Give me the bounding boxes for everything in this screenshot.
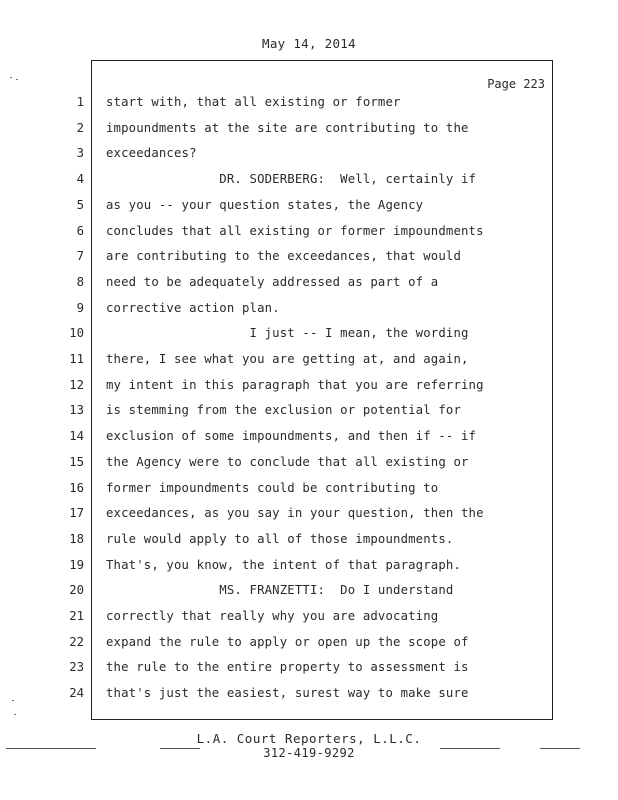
line-text: That's, you know, the intent of that paragraph. bbox=[106, 558, 462, 572]
scan-artifact-dot bbox=[14, 714, 16, 715]
line-number: 3 bbox=[76, 146, 84, 160]
line-number: 9 bbox=[76, 301, 84, 315]
line-text: is stemming from the exclusion or potential for bbox=[106, 403, 462, 417]
line-number: 1 bbox=[76, 95, 84, 109]
line-number: 11 bbox=[69, 352, 84, 366]
line-text: exclusion of some impoundments, and then if -- if bbox=[106, 429, 477, 443]
line-text: the rule to the entire property to assessment is bbox=[106, 660, 469, 674]
line-number: 7 bbox=[76, 249, 84, 263]
line-text: rule would apply to all of those impoundments. bbox=[106, 532, 454, 546]
line-number: 2 bbox=[76, 121, 84, 135]
line-number: 13 bbox=[69, 403, 84, 417]
line-number: 10 bbox=[69, 326, 84, 340]
line-text: former impoundments could be contributing to bbox=[106, 481, 439, 495]
line-text: corrective action plan. bbox=[106, 301, 280, 315]
line-number: 23 bbox=[69, 660, 84, 674]
footer-company: L.A. Court Reporters, L.L.C. bbox=[196, 731, 422, 746]
line-text: need to be adequately addressed as part of a bbox=[106, 275, 439, 289]
line-number: 5 bbox=[76, 198, 84, 212]
line-number: 17 bbox=[69, 506, 84, 520]
line-text: exceedances, as you say in your question, then the bbox=[106, 506, 484, 520]
line-number: 12 bbox=[69, 378, 84, 392]
scan-artifact-dot bbox=[10, 77, 12, 78]
line-number: 6 bbox=[76, 224, 84, 238]
line-number: 22 bbox=[69, 635, 84, 649]
line-number: 20 bbox=[69, 583, 84, 597]
line-text: start with, that all existing or former bbox=[106, 95, 401, 109]
line-text: MS. FRANZETTI: Do I understand bbox=[106, 583, 454, 597]
scan-artifact-dot bbox=[16, 79, 18, 80]
line-text: I just -- I mean, the wording bbox=[106, 326, 469, 340]
line-text: impoundments at the site are contributing to the bbox=[106, 121, 469, 135]
line-text: concludes that all existing or former impoundments bbox=[106, 224, 484, 238]
line-number: 16 bbox=[69, 481, 84, 495]
line-text: as you -- your question states, the Agency bbox=[106, 198, 424, 212]
line-number: 8 bbox=[76, 275, 84, 289]
line-text: are contributing to the exceedances, that would bbox=[106, 249, 462, 263]
line-text: my intent in this paragraph that you are referring bbox=[106, 378, 484, 392]
line-text: expand the rule to apply or open up the scope of bbox=[106, 635, 469, 649]
line-text: exceedances? bbox=[106, 146, 197, 160]
line-number: 15 bbox=[69, 455, 84, 469]
line-text: correctly that really why you are advocating bbox=[106, 609, 439, 623]
line-number: 21 bbox=[69, 609, 84, 623]
transcript-date: May 14, 2014 bbox=[262, 36, 356, 51]
footer-phone: 312-419-9292 bbox=[263, 746, 355, 760]
line-number: 4 bbox=[76, 172, 84, 186]
line-text: DR. SODERBERG: Well, certainly if bbox=[106, 172, 477, 186]
scan-artifact-dot bbox=[12, 700, 14, 701]
line-number: 14 bbox=[69, 429, 84, 443]
line-text: the Agency were to conclude that all existing or bbox=[106, 455, 469, 469]
line-text: that's just the easiest, surest way to make sure bbox=[106, 686, 469, 700]
line-text: there, I see what you are getting at, and again, bbox=[106, 352, 469, 366]
page-number: Page 223 bbox=[487, 77, 545, 91]
line-number: 19 bbox=[69, 558, 84, 572]
line-number: 24 bbox=[69, 686, 84, 700]
line-number: 18 bbox=[69, 532, 84, 546]
